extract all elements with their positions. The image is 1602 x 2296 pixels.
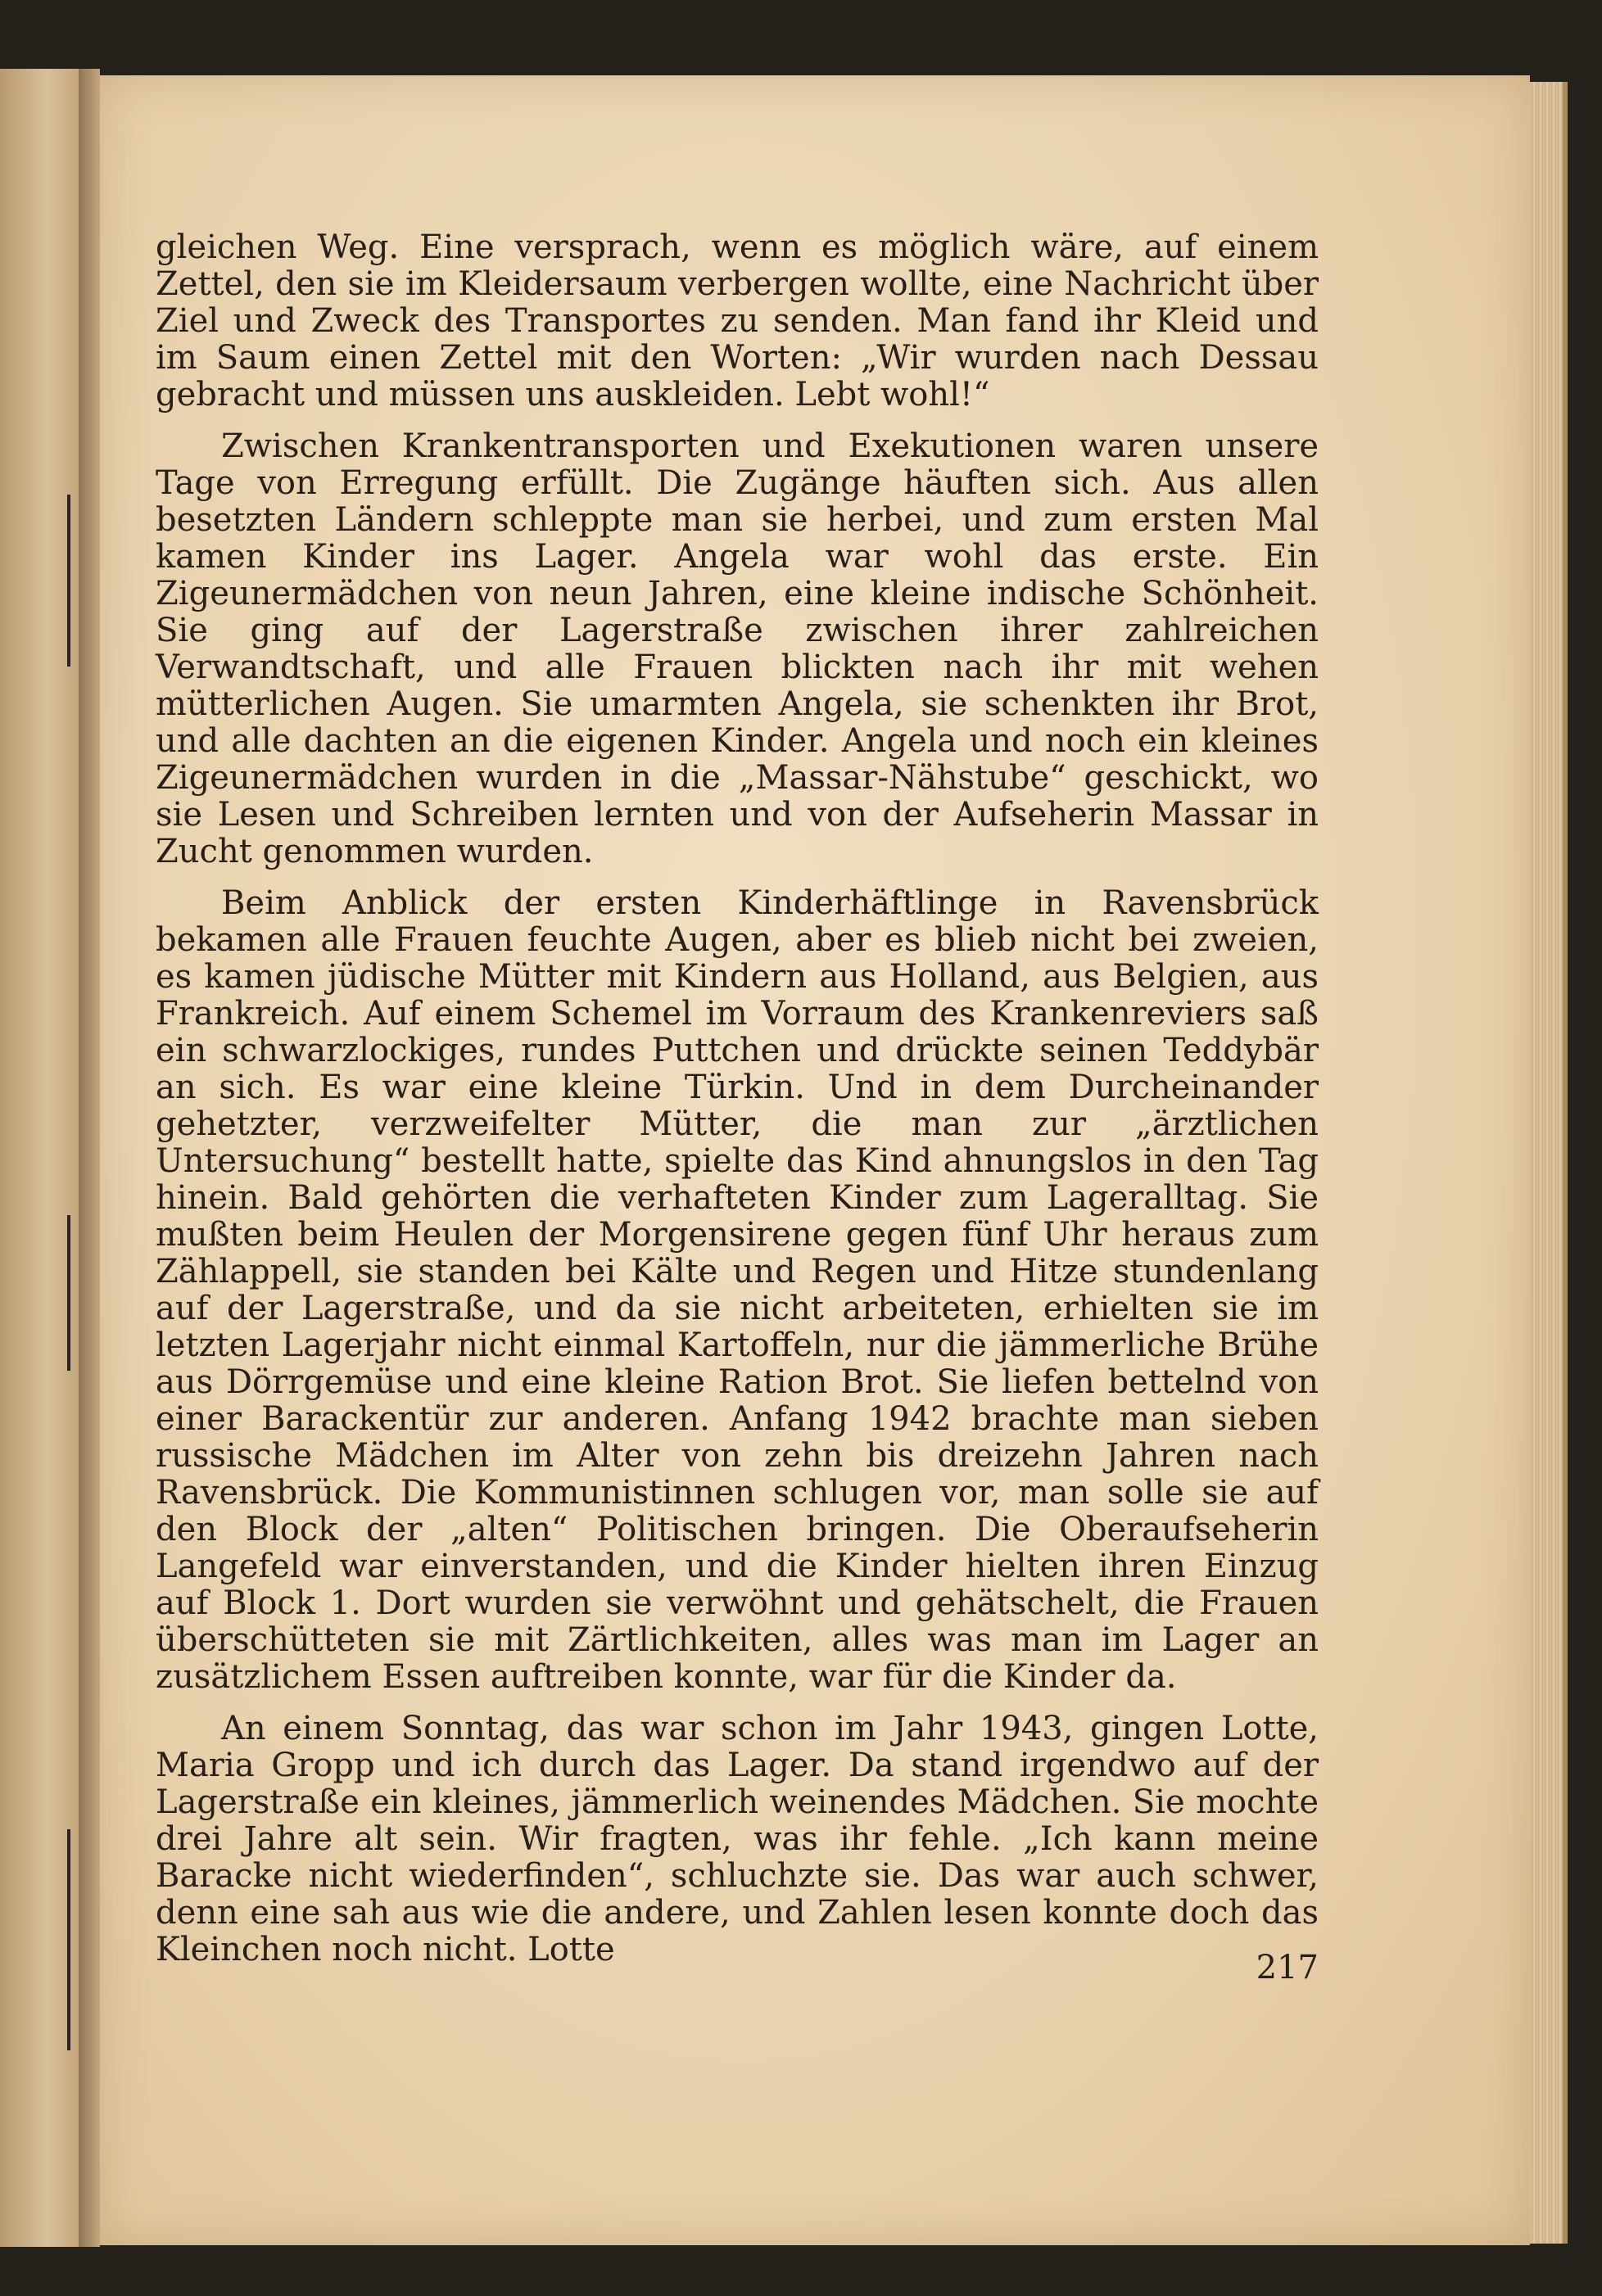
paragraph: Zwischen Krankentransporten und Exekutionen waren unsere Tage von Erregung erfüllt. Die Zugänge häuften sich. Aus allen besetzten Ländern schleppte man sie herbei, und zum ersten Mal kamen Kinder ins Lager. Angela war wohl das erste. Ein Zigeunermädchen von neun Jahren, eine kleine indische Schönheit. Sie ging auf der Lagerstraße zwischen ihrer zahlreichen Verwandtschaft, und alle Frauen blickten nach ihr mit wehen mütterlichen Augen. Sie umarmten Angela, sie schenkten ihr Brot, und alle dachten an die eigenen Kinder. Angela und noch ein kleines Zigeunermädchen wurden in die „Massar-Nähstube“ geschickt, wo sie Lesen und Schreiben lernten und von der Aufseherin Massar in Zucht genommen wurden. bbox=[156, 427, 1319, 870]
book-gutter bbox=[79, 69, 100, 2247]
paragraph: gleichen Weg. Eine versprach, wenn es möglich wäre, auf einem Zettel, den sie im Kleidersaum verbergen wollte, eine Nachricht über Ziel und Zweck des Transportes zu senden. Man fand ihr Kleid und im Saum einen Zettel mit den Worten: „Wir wurden nach Dessau gebracht und müssen uns auskleiden. Lebt wohl!“ bbox=[156, 228, 1319, 414]
left-page-edge bbox=[0, 69, 79, 2247]
margin-mark bbox=[67, 1215, 70, 1371]
page-number: 217 bbox=[1256, 1949, 1319, 1986]
paragraph: An einem Sonntag, das war schon im Jahr 1943, gingen Lotte, Maria Gropp und ich durch das Lager. Da stand irgendwo auf der Lagerstraße ein kleines, jämmerlich weinendes Mädchen. Sie mochte drei Jahre alt sein. Wir fragten, was ihr fehle. „Ich kann meine Baracke nicht wiederfinden“, schluchzte sie. Das war auch schwer, denn eine sah aus wie die andere, und Zahlen lesen konnte doch das Kleinchen noch nicht. Lotte bbox=[156, 1710, 1319, 1968]
margin-mark bbox=[67, 1829, 70, 2050]
paragraph: Beim Anblick der ersten Kinderhäftlinge in Ravensbrück bekamen alle Frauen feuchte Augen, aber es blieb nicht bei zweien, es kamen jüdische Mütter mit Kindern aus Holland, aus Belgien, aus Frankreich. Auf einem Schemel im Vorraum des Krankenreviers saß ein schwarzlockiges, rundes Puttchen und drückte seinen Teddybär an sich. Es war eine kleine Türkin. Und in dem Durcheinander gehetzter, verzweifelter Mütter, die man zur „ärztlichen Untersuchung“ bestellt hatte, spielte das Kind ahnungslos in den Tag hinein. Bald gehörten die verhafteten Kinder zum Lageralltag. Sie mußten beim Heulen der Morgensirene gegen fünf Uhr heraus zum Zählappell, sie standen bei Kälte und Regen und Hitze stundenlang auf der Lagerstraße, und da sie nicht arbeiteten, erhielten sie im letzten Lagerjahr nicht einmal Kartoffeln, nur die jämmerliche Brühe aus Dörrgemüse und eine kleine Ration Brot. Sie liefen bettelnd von einer Barackentür zur anderen. Anfang 1942 brachte man sieben russische Mädchen im Alter von zehn bis dreizehn Jahren nach Ravensbrück. Die Kommunistinnen schlugen vor, man solle sie auf den Block der „alten“ Politischen bringen. Die Oberaufseherin Langefeld war einverstanden, und die Kinder hielten ihren Einzug auf Block 1. Dort wurden sie verwöhnt und gehätschelt, die Frauen überschütteten sie mit Zärtlichkeiten, alles was man im Lager an zusätzlichem Essen auftreiben konnte, war für die Kinder da. bbox=[156, 884, 1319, 1696]
page-text bbox=[156, 229, 1319, 1968]
page-stack-edge bbox=[1530, 82, 1568, 2244]
margin-mark bbox=[67, 495, 70, 667]
